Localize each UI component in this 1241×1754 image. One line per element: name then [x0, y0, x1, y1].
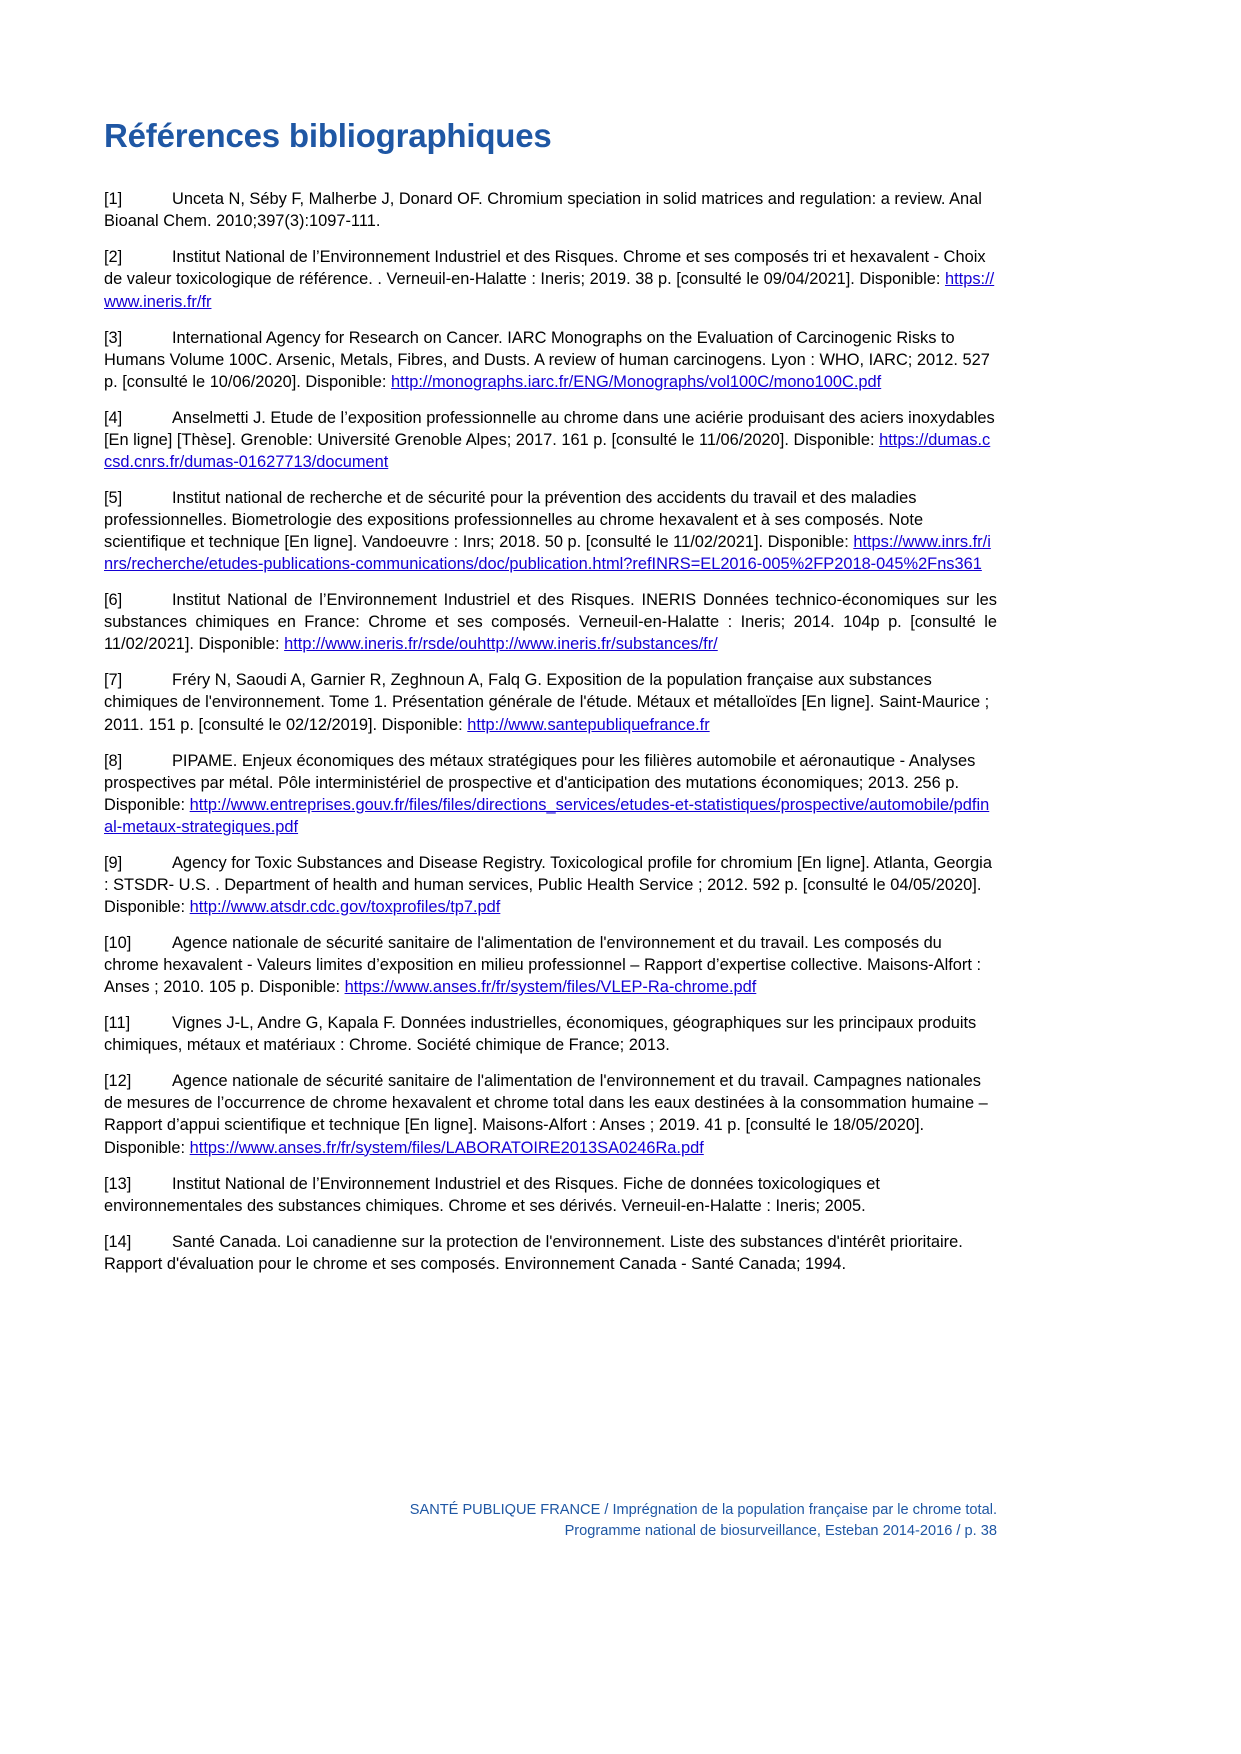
reference-text: Unceta N, Séby F, Malherbe J, Donard OF. Chromium speciation in solid matrices and regulation: a review. Anal Bioanal Chem. 2010;397(3):1097-111. [104, 190, 982, 231]
reference-text: Institut National de l’Environnement Industriel et des Risques. Fiche de données toxicologiques et environnementales des substances chimiques. Chrome et ses dérivés. Verneuil-en-Halatte : Ineris; 2005. [104, 1174, 880, 1215]
reference-entry [104, 1012, 997, 1056]
reference-number: [5] [104, 488, 123, 507]
footer-line-2: Programme national de biosurveillance, Esteban 2014-2016 / p. 38 [564, 1523, 997, 1540]
reference-number: [8] [104, 751, 123, 770]
reference-entry [104, 407, 997, 473]
reference-number: [4] [104, 408, 123, 427]
reference-text: International Agency for Research on Cancer. IARC Monographs on the Evaluation of Carcinogenic Risks to Humans Volume 100C. Arsenic, Metals, Fibres, and Dusts. A review of human carcinogens. Lyon : WHO, IARC; 2012. 527 p. [consulté le 10/06/2020]. Disponible: [104, 328, 990, 391]
reference-link[interactable]: http://www.entreprises.gouv.fr/files/files/directions_services/etudes-et-statistiques/prospective/automobile/pdfinal-metaux-strategiques.pdf [104, 795, 990, 836]
reference-entry [104, 188, 997, 232]
reference-text: Institut National de l’Environnement Industriel et des Risques. Chrome et ses composés tri et hexavalent - Choix de valeur toxicologique de référence. . Verneuil-en-Halatte : Ineris; 2019. 38 p. [consulté le 09/04/2021]. Disponible: [104, 248, 986, 289]
reference-text: Fréry N, Saoudi A, Garnier R, Zeghnoun A, Falq G. Exposition de la population française aux substances chimiques de l'environnement. Tome 1. Présentation générale de l'étude. Métaux et métalloïdes [En ligne]. Saint-Maurice ; 2011. 151 p. [consulté le 02/12/2019]. Disponible: [104, 671, 990, 734]
reference-link[interactable]: https://www.anses.fr/fr/system/files/VLEP-Ra-chrome.pdf [344, 978, 757, 997]
reference-entry [104, 669, 997, 735]
reference-link[interactable]: http://www.ineris.fr/rsde/ouhttp://www.ineris.fr/substances/fr/ [284, 635, 718, 654]
reference-number: [11] [104, 1014, 131, 1033]
reference-number: [14] [104, 1232, 132, 1251]
reference-entry [104, 932, 997, 998]
reference-entry [104, 750, 997, 838]
reference-text: Vignes J-L, Andre G, Kapala F. Données industrielles, économiques, géographiques sur les principaux produits chimiques, métaux et matériaux : Chrome. Société chimique de France; 2013. [104, 1014, 977, 1055]
reference-text: Anselmetti J. Etude de l’exposition professionnelle au chrome dans une aciérie produisant des aciers inoxydables [En ligne] [Thèse]. Grenoble: Université Grenoble Alpes; 2017. 161 p. [consulté le 11/06/2020]. Disponible: [104, 408, 995, 449]
reference-entry [104, 589, 997, 655]
reference-number: [6] [104, 591, 123, 610]
reference-text: PIPAME. Enjeux économiques des métaux stratégiques pour les filières automobile et aéronautique - Analyses prospectives par métal. Pôle interministériel de prospective et d'anticipation des mutations économiques; 2013. 256 p. Disponible: [104, 751, 976, 814]
reference-number: [9] [104, 853, 123, 872]
reference-number: [10] [104, 934, 132, 953]
reference-link[interactable]: https://www.ineris.fr/fr [104, 270, 995, 311]
page-content [104, 118, 997, 1289]
reference-link[interactable]: http://www.santepubliquefrance.fr [467, 715, 710, 734]
reference-link[interactable]: https://www.inrs.fr/inrs/recherche/etudes-publications-communications/doc/publication.html?refINRS=EL2016-005%2FP2018-045%2Fns361 [104, 533, 991, 574]
reference-entry [104, 487, 997, 575]
page-footer [104, 1500, 997, 1542]
reference-text: Institut national de recherche et de sécurité pour la prévention des accidents du travail et des maladies professionnelles. Biometrologie des expositions professionnelles au chrome hexavalent et à ses composés. Note scientifique et technique [En ligne]. Vandoeuvre : Inrs; 2018. 50 p. [consulté le 11/02/2021]. Disponible: [104, 488, 924, 552]
reference-number: [1] [104, 190, 123, 209]
reference-entry [104, 1070, 997, 1158]
footer-line-1: SANTÉ PUBLIQUE FRANCE / Imprégnation de la population française par le chrome total. [409, 1502, 997, 1518]
reference-link[interactable]: http://www.atsdr.cdc.gov/toxprofiles/tp7.pdf [189, 897, 501, 916]
reference-number: [13] [104, 1174, 132, 1193]
reference-text: Agency for Toxic Substances and Disease Registry. Toxicological profile for chromium [En ligne]. Atlanta, Georgia : STSDR- U.S. . Department of health and human services, Public Health Service ; 2012. 592 p. [consulté le 04/05/2020]. Disponible: [104, 853, 992, 916]
reference-link[interactable]: http://monographs.iarc.fr/ENG/Monographs/vol100C/mono100C.pdf [391, 372, 882, 391]
reference-entry [104, 1173, 997, 1217]
reference-link[interactable]: https://dumas.ccsd.cnrs.fr/dumas-01627713/document [104, 430, 991, 471]
reference-entry [104, 246, 997, 312]
reference-text: Agence nationale de sécurité sanitaire de l'alimentation de l'environnement et du travail. Campagnes nationales de mesures de l’occurrence de chrome hexavalent et chrome total dans les eaux destinées à la consommation humaine – Rapport d’appui scientifique et technique [En ligne]. Maisons-Alfort : Anses ; 2019. 41 p. [consulté le 18/05/2020]. Disponible: [104, 1072, 988, 1157]
reference-entry [104, 852, 997, 918]
reference-number: [7] [104, 671, 123, 690]
reference-number: [2] [104, 248, 123, 267]
reference-text: Agence nationale de sécurité sanitaire de l'alimentation de l'environnement et du travail. Les composés du chrome hexavalent - Valeurs limites d’exposition en milieu professionnel – Rapport d’expertise collective. Maisons-Alfort : Anses ; 2010. 105 p. Disponible: [104, 934, 982, 997]
reference-number: [3] [104, 328, 123, 347]
reference-list [104, 188, 997, 1275]
reference-text: Institut National de l’Environnement Industriel et des Risques. INERIS Données technico-économiques sur les substances chimiques en France: Chrome et ses composés. Verneuil-en-Halatte : Ineris; 2014. 104p p. [consulté le 11/02/2021]. Disponible: [104, 591, 997, 654]
reference-number: [12] [104, 1072, 132, 1091]
reference-link[interactable]: https://www.anses.fr/fr/system/files/LABORATOIRE2013SA0246Ra.pdf [189, 1138, 704, 1157]
reference-entry [104, 327, 997, 393]
reference-entry [104, 1231, 997, 1275]
reference-text: Santé Canada. Loi canadienne sur la protection de l'environnement. Liste des substances d'intérêt prioritaire. Rapport d'évaluation pour le chrome et ses composés. Environnement Canada - Santé Canada; 1994. [104, 1232, 963, 1273]
page-title: Références bibliographiques [104, 117, 552, 154]
